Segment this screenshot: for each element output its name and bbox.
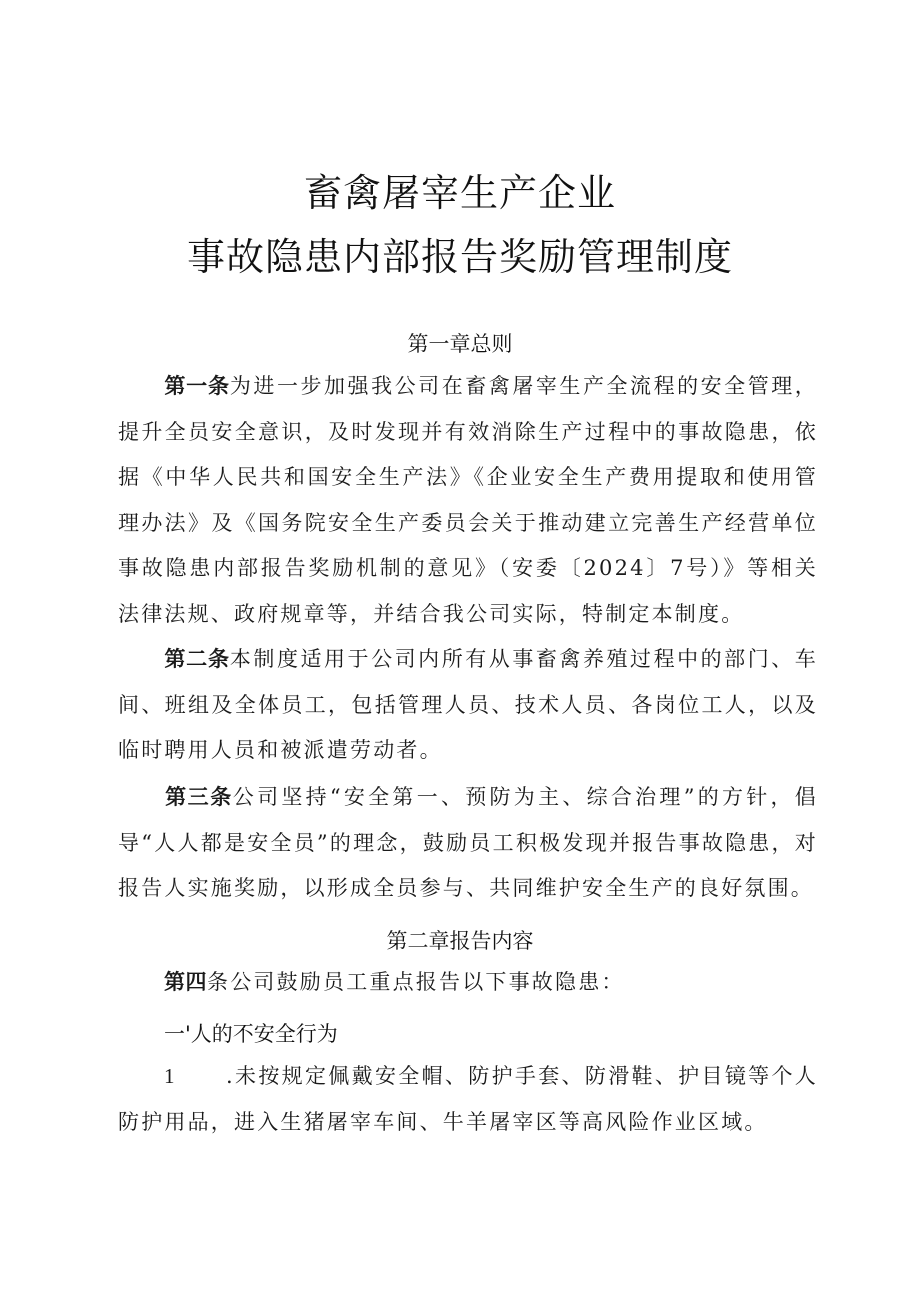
section1-heading: 一'人的不安全行为 [164, 1022, 338, 1046]
item1-number: 1 [164, 1064, 177, 1088]
document-title-line2: 事故隐患内部报告奖励管理制度 [186, 235, 733, 279]
chapter2-heading: 第二章报告内容 [386, 929, 534, 953]
article3-text: 公司坚持“安全第一、预防为主、综合治理”的方针，倡导“人人都是安全员”的理念，鼓励员工积极发现并报告事故隐患，对报告人实施奖励，以形成全员参与、共同维护安全生产的良好氛围。 [118, 785, 818, 900]
item1-paragraph [118, 1054, 818, 1145]
chapter1-heading: 第一章总则 [407, 332, 513, 356]
article1-text: 为进一步加强我公司在畜禽屠宰生产全流程的安全管理，提升全员安全意识，及时发现并有效消除生产过程中的事故隐患，依据《中华人民共和国安全生产法》《企业安全生产费用提取和使用管理办法》及《国务院安全生产委员会关于推动建立完善生产经营单位事故隐患内部报告奖励机制的意见》（安委〔2024〕7号）》等相关法律法规、政府规章等，并结合我公司实际，特制定本制度。 [118, 374, 818, 626]
article2-paragraph [118, 637, 818, 774]
article1-lead: 第一条 [164, 374, 230, 398]
article1-paragraph [118, 364, 818, 637]
article3-paragraph [118, 775, 818, 912]
article4-paragraph [118, 960, 818, 1006]
article2-text: 本制度适用于公司内所有从事畜禽养殖过程中的部门、车间、班组及全体员工，包括管理人员、技术人员、各岗位工人，以及临时聘用人员和被派遣劳动者。 [118, 647, 818, 762]
item1-text: .未按规定佩戴安全帽、防护手套、防滑鞋、护目镜等个人防护用品，进入生猪屠宰车间、牛羊屠宰区等高风险作业区域。 [118, 1064, 818, 1134]
article4-text: 条公司鼓励员工重点报告以下事故隐患： [207, 970, 625, 994]
document-title-line1: 畜禽屠宰生产企业 [303, 171, 616, 215]
article3-lead: 第三条 [164, 785, 233, 809]
article2-lead: 第二条 [164, 647, 230, 671]
article4-lead: 第四 [164, 970, 207, 994]
